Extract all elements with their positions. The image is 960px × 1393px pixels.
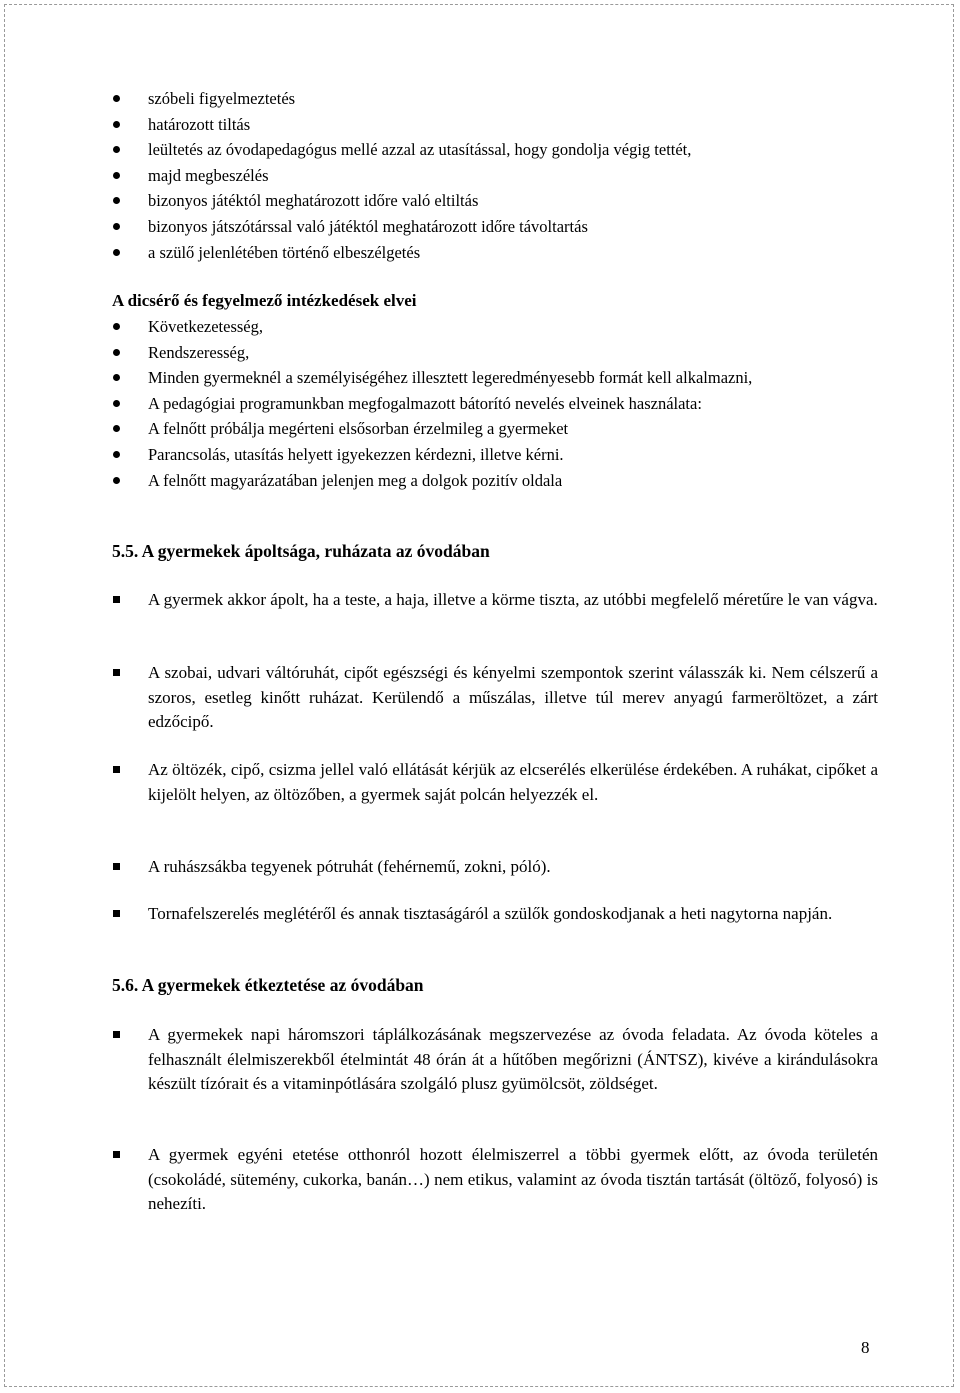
principles-heading: A dicsérő és fegyelmező intézkedések elvei <box>112 291 417 310</box>
list-item: bizonyos játéktól meghatározott időre való eltiltás <box>112 188 882 214</box>
list-item: Parancsolás, utasítás helyett igyekezzen kérdezni, illetve kérni. <box>112 442 882 468</box>
list-item: A gyermek egyéni etetése otthonról hozott élelmiszerrel a többi gyermek előtt, az óvoda területén (csokoládé, sütemény, cukorka, banán…) nem etikus, valamint az óvoda tisztán tartását (öltöző, folyosó) is nehezíti. <box>112 1143 878 1217</box>
list-item: szóbeli figyelmeztetés <box>112 86 882 112</box>
principles-list <box>112 314 882 493</box>
list-item: Rendszeresség, <box>112 340 882 366</box>
list-item: Tornafelszerelés meglétéről és annak tisztaságáról a szülők gondoskodjanak a heti nagytorna napján. <box>112 902 878 927</box>
list-item: Minden gyermeknél a személyiségéhez illesztett legeredményesebb formát kell alkalmazni, <box>112 365 882 391</box>
page-number: 8 <box>861 1338 870 1357</box>
list-item: A felnőtt magyarázatában jelenjen meg a dolgok pozitív oldala <box>112 468 882 494</box>
list-item: Az öltözék, cipő, csizma jellel való ellátását kérjük az elcserélés elkerülése érdekében. A ruhákat, cipőket a kijelölt helyen, az öltözőben, a gyermek saját polcán helyezzék el. <box>112 758 878 807</box>
list-item: határozott tiltás <box>112 112 882 138</box>
list-item: A gyermekek napi háromszori táplálkozásának megszervezése az óvoda feladata. Az óvoda köteles a felhasznált élelmiszerekből ételmintát 48 órán át a hűtőben megőrizni (ÁNTSZ), kivéve a kirándulásokra készült tízórait és a vitaminpótlására szolgáló plusz gyümölcsöt, zöldséget. <box>112 1023 878 1097</box>
list-item: A pedagógiai programunkban megfogalmazott bátorító nevelés elveinek használata: <box>112 391 882 417</box>
list-item: A felnőtt próbálja megérteni elsősorban érzelmileg a gyermeket <box>112 416 882 442</box>
discipline-measures-list <box>112 86 882 265</box>
list-item: bizonyos játszótárssal való játéktól meghatározott időre távoltartás <box>112 214 882 240</box>
section-5-5-heading: 5.5. A gyermekek ápoltsága, ruházata az óvodában <box>112 541 490 561</box>
section-5-6-heading: 5.6. A gyermekek étkeztetése az óvodában <box>112 975 424 995</box>
list-item: Következetesség, <box>112 314 882 340</box>
list-item: A ruhászsákba tegyenek pótruhát (fehérnemű, zokni, póló). <box>112 855 878 880</box>
list-item: majd megbeszélés <box>112 163 882 189</box>
list-item: leültetés az óvodapedagógus mellé azzal az utasítással, hogy gondolja végig tettét, <box>112 137 882 163</box>
list-item: a szülő jelenlétében történő elbeszélgetés <box>112 240 882 266</box>
list-item: A szobai, udvari váltóruhát, cipőt egészségi és kényelmi szempontok szerint válasszák ki. Nem célszerű a szoros, esetleg kinőtt ruházat. Kerülendő a műszálas, illetve túl merev anyagú farmeröltözet, a zárt edzőcipő. <box>112 661 878 735</box>
list-item: A gyermek akkor ápolt, ha a teste, a haja, illetve a körme tiszta, az utóbbi megfelelő méretűre le van vágva. <box>112 588 878 613</box>
